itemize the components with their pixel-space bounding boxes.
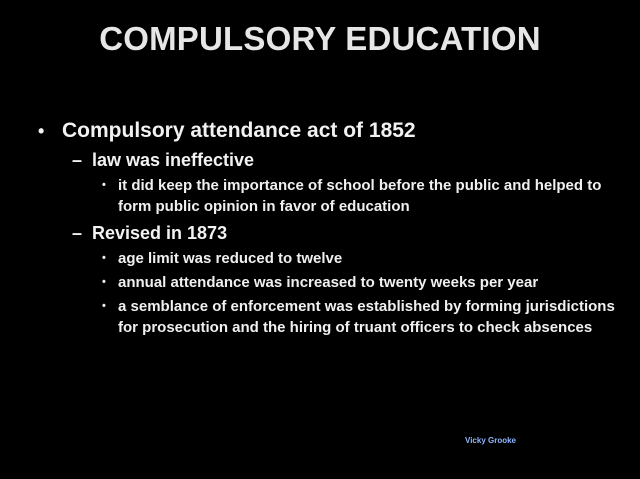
list-item [100, 272, 618, 293]
dash-marker: – [72, 223, 83, 243]
sub-bullet-text: law was ineffective [92, 150, 255, 170]
sub-bullet-revised [72, 221, 618, 245]
bullet-marker: • [38, 121, 45, 141]
bullet-marker: • [102, 252, 106, 264]
list-item-text: age limit was reduced to twelve [118, 250, 343, 267]
list-item-text: annual attendance was increased to twenty weeks per year [118, 274, 539, 291]
slide-title: COMPULSORY EDUCATION [99, 20, 541, 57]
list-item [100, 175, 618, 217]
bullet-text: Compulsory attendance act of 1852 [62, 119, 416, 142]
list-item-text: a semblance of enforcement was established by forming jurisdictions for prosecution and the hiring of truant officers to check absences [118, 298, 615, 336]
sub-bullet-law [72, 148, 618, 172]
sub-bullet-text: Revised in 1873 [92, 223, 228, 243]
bullet-marker: • [102, 276, 106, 288]
bullet-marker: • [102, 179, 106, 191]
bullet-marker: • [102, 300, 106, 312]
bullet-level1 [38, 118, 618, 144]
list-item-text: it did keep the importance of school before the public and helped to form public opinion in favor of education [118, 177, 602, 215]
dash-marker: – [72, 150, 83, 170]
slide-content [38, 118, 618, 338]
author-signature: Vicky Grooke [465, 436, 516, 445]
list-item [100, 296, 618, 338]
list-item [100, 248, 618, 269]
